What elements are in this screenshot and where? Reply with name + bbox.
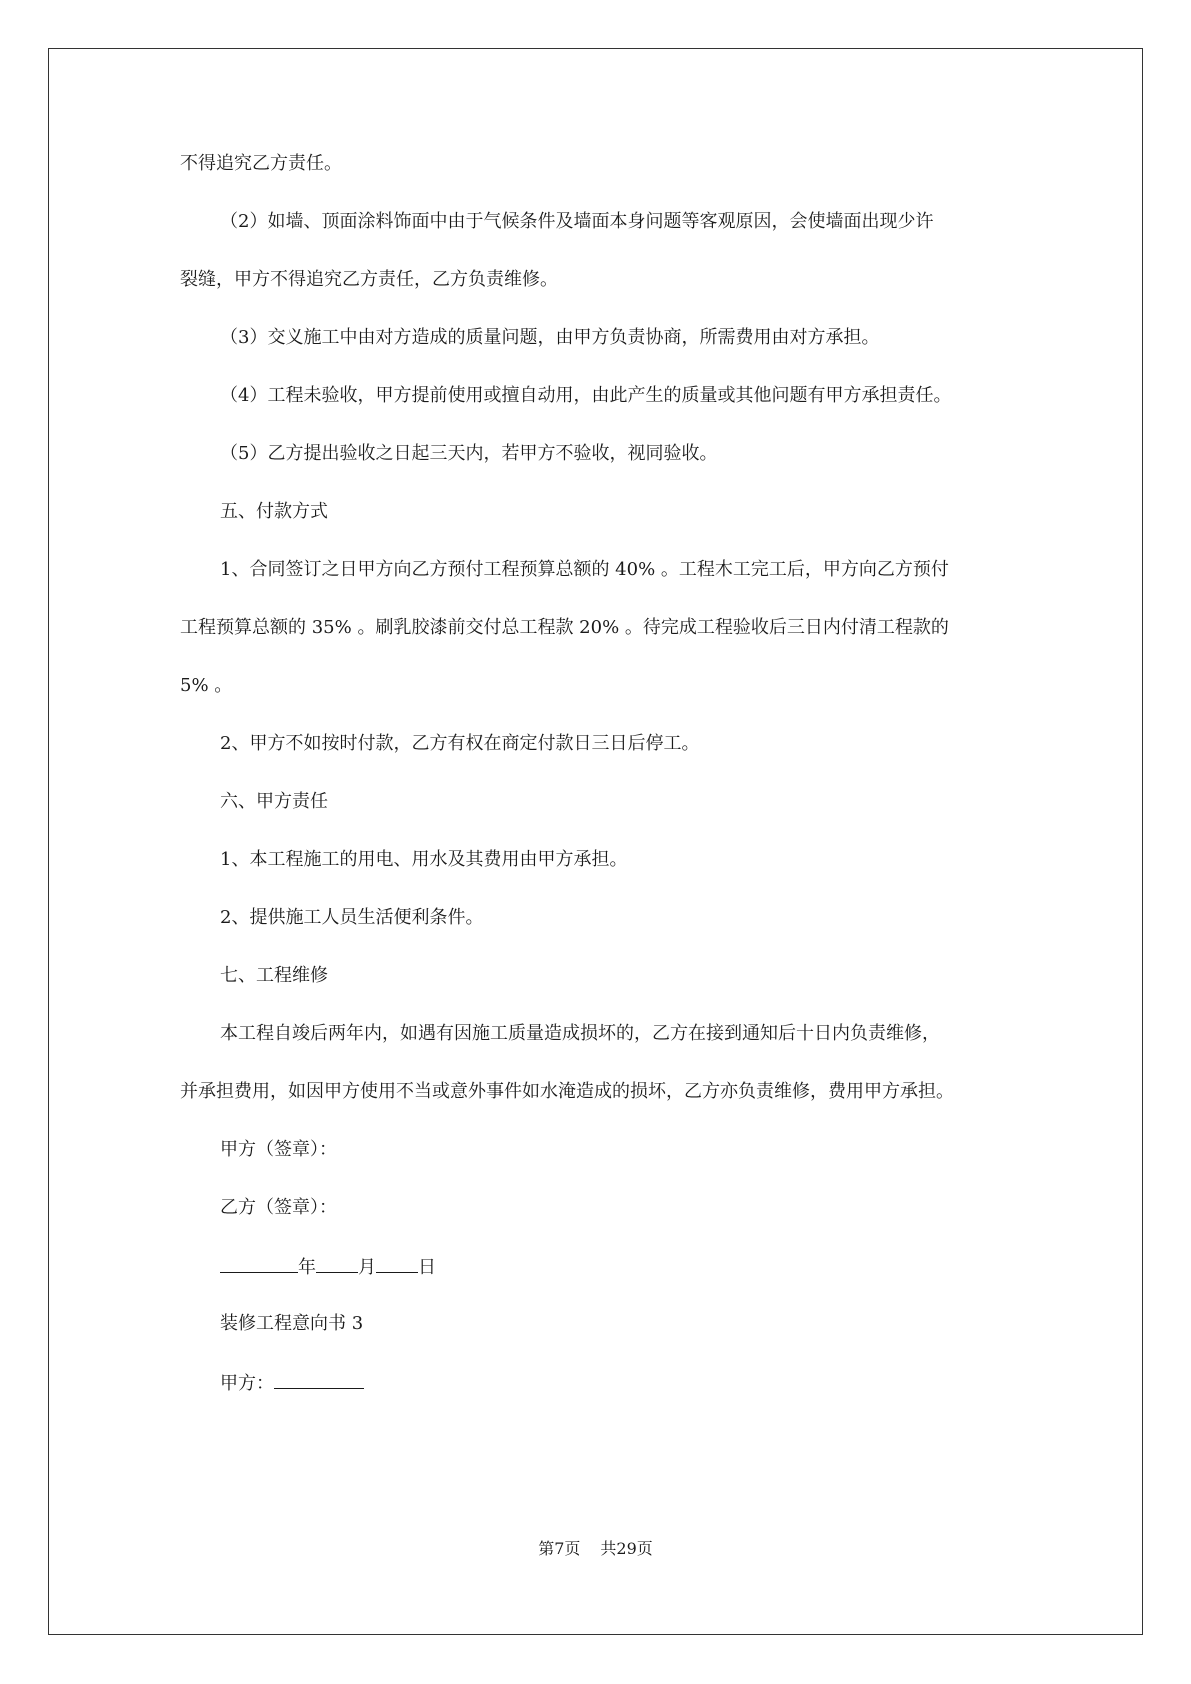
party-a-label: 甲方： <box>220 1373 274 1394</box>
text-line: 裂缝，甲方不得追究乙方责任，乙方负责维修。 <box>180 269 558 290</box>
party-a-blank <box>274 1370 364 1389</box>
text-line: （3）交义施工中由对方造成的质量问题，由甲方负责协商，所需费用由对方承担。 <box>220 327 880 348</box>
party-a-line <box>220 1370 364 1396</box>
date-line <box>220 1254 436 1280</box>
text-line: 1、本工程施工的用电、用水及其费用由甲方承担。 <box>220 849 628 870</box>
signature-party-a: 甲方（签章）： <box>220 1139 337 1160</box>
page-total: 共29页 <box>600 1539 653 1558</box>
text-line: （4）工程未验收，甲方提前使用或擅自动用，由此产生的质量或其他问题有甲方承担责任。 <box>220 385 952 406</box>
signature-party-b: 乙方（签章）： <box>220 1197 337 1218</box>
day-blank <box>376 1254 418 1273</box>
year-blank <box>220 1254 298 1273</box>
section-heading: 七、工程维修 <box>220 965 328 986</box>
page-number: 第7页 <box>538 1539 581 1558</box>
text-line: （5）乙方提出验收之日起三天内，若甲方不验收，视同验收。 <box>220 443 718 464</box>
text-line: 不得追究乙方责任。 <box>180 153 342 174</box>
section-heading: 五、付款方式 <box>220 501 328 522</box>
text-line: （2）如墙、顶面涂料饰面中由于气候条件及墙面本身问题等客观原因，会使墙面出现少许 <box>220 211 934 232</box>
text-line: 5% 。 <box>180 675 233 696</box>
text-line: 本工程自竣后两年内，如遇有因施工质量造成损坏的，乙方在接到通知后十日内负责维修， <box>220 1023 940 1044</box>
text-line: 工程预算总额的 35% 。刷乳胶漆前交付总工程款 20% 。待完成工程验收后三日内付清工程款的 <box>180 617 949 638</box>
next-section-title: 装修工程意向书 3 <box>220 1313 364 1334</box>
section-heading: 六、甲方责任 <box>220 791 328 812</box>
text-line: 2、甲方不如按时付款，乙方有权在商定付款日三日后停工。 <box>220 733 700 754</box>
year-label: 年 <box>298 1257 316 1278</box>
text-line: 1、合同签订之日甲方向乙方预付工程预算总额的 40% 。工程木工完工后，甲方向乙方预付 <box>220 559 949 580</box>
month-label: 月 <box>358 1257 376 1278</box>
day-label: 日 <box>418 1257 436 1278</box>
page-footer <box>0 1538 1191 1560</box>
text-line: 2、提供施工人员生活便利条件。 <box>220 907 484 928</box>
month-blank <box>316 1254 358 1273</box>
text-line: 并承担费用，如因甲方使用不当或意外事件如水淹造成的损坏，乙方亦负责维修，费用甲方承担。 <box>180 1081 954 1102</box>
